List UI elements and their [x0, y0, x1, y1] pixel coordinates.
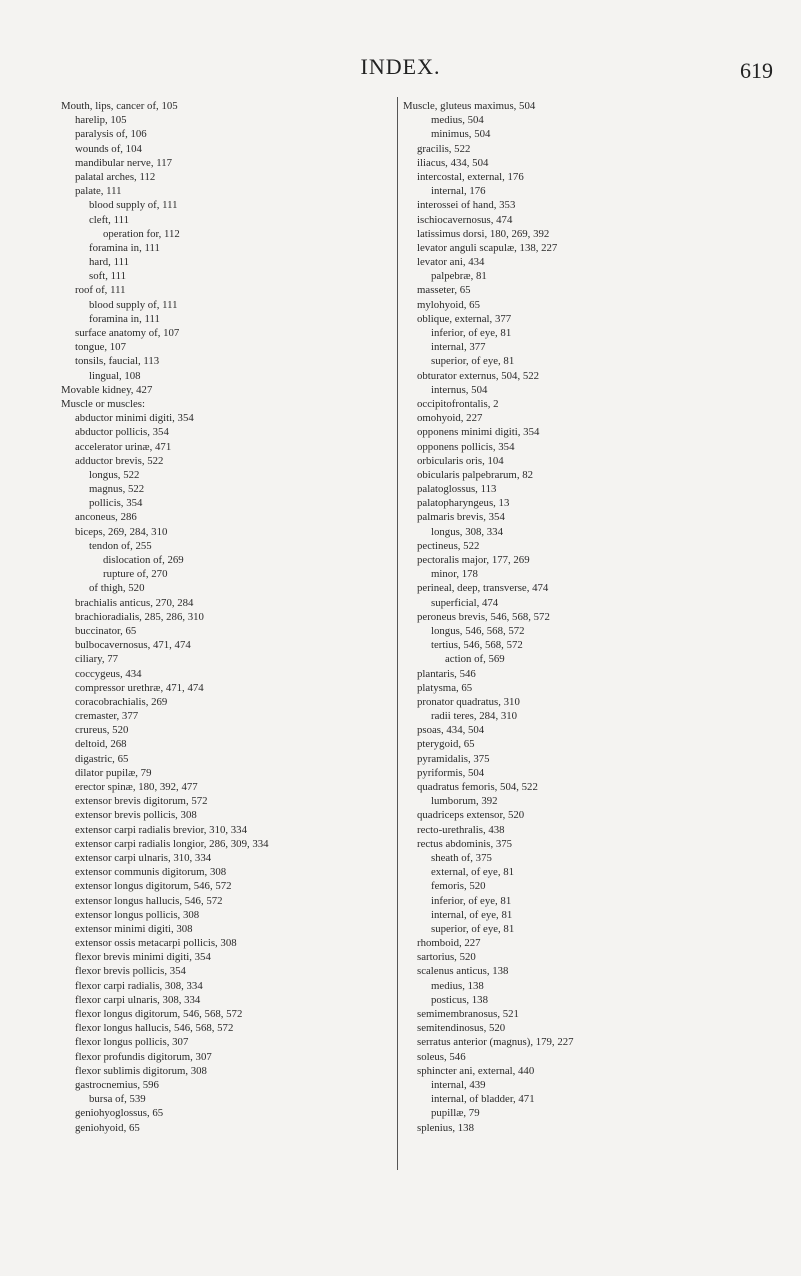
- index-entry: platysma, 65: [417, 681, 473, 694]
- index-entry: rhomboid, 227: [417, 937, 481, 950]
- index-entry: Movable kidney, 427: [61, 383, 153, 396]
- index-entry: occipitofrontalis, 2: [417, 397, 499, 410]
- index-entry: adductor brevis, 522: [75, 454, 164, 467]
- index-entry: superficial, 474: [431, 596, 499, 609]
- index-entry: pectineus, 522: [417, 539, 480, 552]
- index-entry: pyramidalis, 375: [417, 752, 490, 765]
- index-entry: flexor carpi ulnaris, 308, 334: [75, 993, 201, 1006]
- index-entry: bulbocavernosus, 471, 474: [75, 639, 191, 652]
- index-entry: brachioradialis, 285, 286, 310: [75, 610, 204, 623]
- index-entry: obturator externus, 504, 522: [417, 369, 540, 382]
- index-entry: erector spinæ, 180, 392, 477: [75, 781, 198, 793]
- index-entry: internal, 377: [431, 341, 486, 354]
- index-entry: extensor longus pollicis, 308: [75, 908, 200, 921]
- index-entry: cleft, 111: [89, 213, 129, 226]
- index-entry: flexor brevis pollicis, 354: [75, 965, 186, 978]
- index-entry: posticus, 138: [431, 993, 488, 1006]
- index-entry: iliacus, 434, 504: [417, 156, 489, 169]
- index-entry: radii teres, 284, 310: [431, 710, 518, 723]
- index-entry: extensor carpi ulnaris, 310, 334: [75, 851, 212, 864]
- index-entry: foramina in, 111: [89, 241, 160, 254]
- index-entry: flexor profundis digitorum, 307: [75, 1050, 212, 1063]
- index-entry: brachialis anticus, 270, 284: [75, 596, 194, 609]
- index-entry: soleus, 546: [417, 1050, 466, 1063]
- index-entry: tendon of, 255: [89, 539, 152, 552]
- index-entry: abductor minimi digiti, 354: [75, 412, 194, 425]
- index-entry: semitendinosus, 520: [417, 1022, 506, 1035]
- index-entry: pupillæ, 79: [431, 1107, 480, 1120]
- index-entry: pronator quadratus, 310: [417, 695, 520, 708]
- index-entry: inferior, of eye, 81: [431, 327, 512, 339]
- index-entry: blood supply of, 111: [89, 199, 178, 212]
- index-entry: dislocation of, 269: [103, 554, 184, 566]
- index-entry: splenius, 138: [417, 1121, 474, 1134]
- index-entry: serratus anterior (magnus), 179, 227: [417, 1036, 574, 1049]
- index-entry: interossei of hand, 353: [417, 199, 516, 212]
- index-entry: crureus, 520: [75, 724, 129, 737]
- index-entry: sphincter ani, external, 440: [417, 1064, 535, 1077]
- index-entry: mylohyoid, 65: [417, 298, 480, 311]
- index-entry: internal, 439: [431, 1078, 486, 1091]
- index-entry: plantaris, 546: [417, 667, 476, 680]
- index-entry: scalenus anticus, 138: [417, 965, 509, 978]
- index-entry: extensor ossis metacarpi pollicis, 308: [75, 937, 237, 950]
- page-number: 619: [740, 58, 773, 83]
- index-entry: masseter, 65: [417, 284, 471, 297]
- index-entry: extensor carpi radialis longior, 286, 309, 334: [75, 837, 269, 850]
- index-entry: rectus abdominis, 375: [417, 837, 513, 850]
- index-entry: Muscle, gluteus maximus, 504: [403, 100, 536, 112]
- index-entry: gastrocnemius, 596: [75, 1078, 159, 1091]
- index-entry: oblique, external, 377: [417, 312, 512, 325]
- index-entry: inferior, of eye, 81: [431, 894, 512, 907]
- index-entry: pectoralis major, 177, 269: [417, 554, 530, 566]
- index-entry: coracobrachialis, 269: [75, 695, 168, 708]
- index-entry: levator ani, 434: [417, 256, 485, 269]
- index-entry: tonsils, faucial, 113: [75, 355, 160, 368]
- index-entry: quadriceps extensor, 520: [417, 809, 525, 822]
- index-entry: extensor minimi digiti, 308: [75, 922, 193, 935]
- index-entry: flexor longus pollicis, 307: [75, 1036, 189, 1049]
- index-entry: palate, 111: [75, 185, 122, 198]
- index-entry: Mouth, lips, cancer of, 105: [61, 100, 178, 112]
- index-entry: geniohyoglossus, 65: [75, 1107, 164, 1120]
- index-entry: flexor longus hallucis, 546, 568, 572: [75, 1022, 234, 1035]
- index-entry: perineal, deep, transverse, 474: [417, 582, 549, 595]
- index-entry: semimembranosus, 521: [417, 1008, 519, 1020]
- index-entry: sheath of, 375: [431, 851, 492, 864]
- index-entry: obicularis palpebrarum, 82: [417, 468, 534, 481]
- index-entry: flexor longus digitorum, 546, 568, 572: [75, 1008, 243, 1020]
- right-index-column: [403, 99, 574, 1135]
- index-entry: gracilis, 522: [417, 142, 471, 155]
- index-entry: palmaris brevis, 354: [417, 511, 505, 524]
- index-entry: extensor communis digitorum, 308: [75, 866, 227, 879]
- index-entry: minor, 178: [431, 568, 478, 581]
- page-title: INDEX.: [360, 54, 441, 79]
- index-entry: internal, of eye, 81: [431, 908, 513, 921]
- index-entry: ischiocavernosus, 474: [417, 213, 513, 226]
- index-entry: femoris, 520: [431, 880, 486, 893]
- index-entry: roof of, 111: [75, 284, 126, 297]
- index-entry: opponens minimi digiti, 354: [417, 426, 540, 439]
- left-index-column: [61, 99, 269, 1135]
- index-entry: palatoglossus, 113: [417, 483, 497, 496]
- index-entry: pyriformis, 504: [417, 766, 485, 779]
- index-entry: medius, 138: [431, 979, 484, 992]
- index-entry: superior, of eye, 81: [431, 922, 515, 935]
- index-entry: orbicularis oris, 104: [417, 454, 504, 467]
- index-entry: abductor pollicis, 354: [75, 426, 169, 439]
- index-entry: palatal arches, 112: [75, 170, 156, 183]
- index-entry: internal, 176: [431, 185, 486, 198]
- index-entry: palatopharyngeus, 13: [417, 497, 510, 510]
- index-entry: soft, 111: [89, 270, 126, 283]
- index-entry: longus, 308, 334: [431, 525, 503, 538]
- index-entry: extensor longus digitorum, 546, 572: [75, 880, 232, 893]
- index-entry: dilator pupilæ, 79: [75, 766, 152, 779]
- index-entry: action of, 569: [445, 653, 505, 666]
- index-entry: superior, of eye, 81: [431, 355, 515, 368]
- index-entry: flexor sublimis digitorum, 308: [75, 1064, 207, 1077]
- index-entry: geniohyoid, 65: [75, 1121, 140, 1134]
- index-entry: hard, 111: [89, 256, 129, 269]
- index-entry: blood supply of, 111: [89, 298, 178, 311]
- index-entry: longus, 546, 568, 572: [431, 624, 525, 637]
- index-entry: accelerator urinæ, 471: [75, 440, 172, 453]
- index-entry: palpebræ, 81: [431, 270, 487, 283]
- index-entry: wounds of, 104: [75, 142, 142, 155]
- index-entry: levator anguli scapulæ, 138, 227: [417, 241, 558, 254]
- index-entry: internus, 504: [431, 383, 488, 396]
- index-entry: intercostal, external, 176: [417, 170, 524, 183]
- index-entry: mandibular nerve, 117: [75, 156, 173, 169]
- index-entry: compressor urethræ, 471, 474: [75, 681, 204, 694]
- index-entry: longus, 522: [89, 468, 140, 481]
- index-entry: extensor longus hallucis, 546, 572: [75, 894, 223, 907]
- index-entry: external, of eye, 81: [431, 866, 515, 879]
- index-entry: quadratus femoris, 504, 522: [417, 781, 538, 793]
- index-entry: opponens pollicis, 354: [417, 440, 515, 453]
- index-entry: tertius, 546, 568, 572: [431, 639, 523, 652]
- index-entry: medius, 504: [431, 114, 484, 127]
- index-entry: magnus, 522: [89, 483, 145, 496]
- index-entry: surface anatomy of, 107: [75, 327, 180, 339]
- index-entry: operation for, 112: [103, 227, 180, 240]
- index-entry: cremaster, 377: [75, 710, 139, 723]
- index-entry: deltoid, 268: [75, 738, 127, 751]
- index-entry: paralysis of, 106: [75, 128, 147, 141]
- index-entry: anconeus, 286: [75, 511, 137, 524]
- index-entry: tongue, 107: [75, 341, 126, 354]
- index-entry: latissimus dorsi, 180, 269, 392: [417, 227, 550, 240]
- index-entry: bursa of, 539: [89, 1093, 146, 1106]
- index-entry: harelip, 105: [75, 114, 127, 127]
- index-entry: ciliary, 77: [75, 653, 119, 666]
- index-entry: recto-urethralis, 438: [417, 823, 505, 836]
- index-entry: extensor carpi radialis brevior, 310, 334: [75, 823, 247, 836]
- index-entry: lumborum, 392: [431, 795, 498, 808]
- index-entry: biceps, 269, 284, 310: [75, 525, 168, 538]
- index-entry: of thigh, 520: [89, 582, 145, 595]
- index-entry: sartorius, 520: [417, 951, 476, 964]
- index-entry: extensor brevis digitorum, 572: [75, 795, 208, 808]
- index-entry: extensor brevis pollicis, 308: [75, 809, 197, 822]
- column-divider: [397, 97, 398, 1170]
- index-entry: peroneus brevis, 546, 568, 572: [417, 610, 550, 623]
- index-entry: buccinator, 65: [75, 624, 137, 637]
- index-entry: flexor brevis minimi digiti, 354: [75, 951, 211, 964]
- index-entry: foramina in, 111: [89, 312, 160, 325]
- index-entry: Muscle or muscles:: [61, 397, 145, 410]
- index-entry: minimus, 504: [431, 128, 491, 141]
- index-entry: pollicis, 354: [89, 497, 143, 510]
- index-entry: internal, of bladder, 471: [431, 1093, 535, 1106]
- index-entry: lingual, 108: [89, 369, 141, 382]
- index-entry: rupture of, 270: [103, 568, 168, 581]
- index-entry: pterygoid, 65: [417, 738, 475, 751]
- index-entry: coccygeus, 434: [75, 667, 142, 680]
- index-entry: digastric, 65: [75, 752, 129, 765]
- index-entry: psoas, 434, 504: [417, 724, 485, 737]
- index-entry: flexor carpi radialis, 308, 334: [75, 979, 203, 992]
- index-entry: omohyoid, 227: [417, 412, 483, 425]
